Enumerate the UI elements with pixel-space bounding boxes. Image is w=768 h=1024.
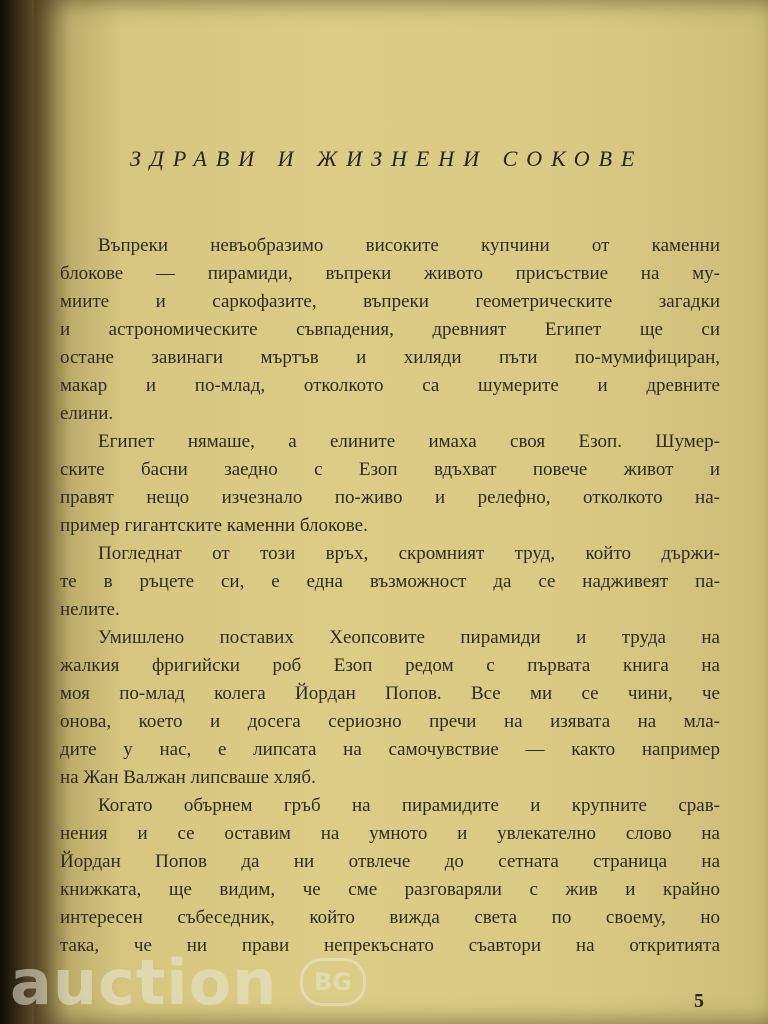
text-line: жалкия фригийски роб Езоп редом с първата книга на <box>60 655 720 676</box>
text-line: онова, което и досега сериозно пречи на изявата на мла- <box>60 711 720 732</box>
body-text <box>60 232 720 960</box>
text-line: макар и по-млад, отколкото са шумерите и древните <box>60 375 720 396</box>
text-line: така, че ни прави непрекъснато съавтори на откритията <box>60 935 720 956</box>
page-number: 5 <box>694 990 704 1012</box>
text-line: нения и се оставим на умното и увлекателно слово на <box>60 823 720 844</box>
text-line: Умишлено поставих Хеопсовите пирамиди и труда на <box>98 627 720 648</box>
text-line: правят нещо изчезнало по-живо и релефно, отколкото на- <box>60 487 720 508</box>
text-line: Погледнат от този връх, скромният труд, който държи- <box>98 543 720 564</box>
text-line: Въпреки невъобразимо високите купчини от каменни <box>98 235 720 256</box>
text-line: Йордан Попов да ни отвлече до сетната страница на <box>60 851 720 872</box>
text-line: моя по-млад колега Йордан Попов. Все ми се чини, че <box>60 683 720 704</box>
text-line: Когато обърнем гръб на пирамидите и крупните срав- <box>98 795 720 816</box>
text-line: книжката, ще видим, че сме разговаряли с жив и крайно <box>60 879 720 900</box>
watermark-logo: auction <box>10 946 278 1019</box>
text-line: и астрономическите съвпадения, древният Египет ще си <box>60 319 720 340</box>
text-line: на Жан Валжан липсваше хляб. <box>60 767 316 788</box>
chapter-title: ЗДРАВИ И ЖИЗНЕНИ СОКОВЕ <box>130 146 644 171</box>
text-line: остане завинаги мъртъв и хиляди пъти по-мумифициран, <box>60 347 720 368</box>
text-line: ските басни заедно с Езоп вдъхват повече живот и <box>60 459 720 480</box>
text-line: интересен събеседник, който вижда света по своему, но <box>60 907 720 928</box>
text-line: дите у нас, е липсата на самочувствие — както например <box>60 739 720 760</box>
text-line: елини. <box>60 403 114 424</box>
text-line: пример гигантските каменни блокове. <box>60 515 368 536</box>
text-line: нелите. <box>60 599 120 620</box>
text-line: миите и саркофазите, въпреки геометрическите загадки <box>60 291 720 312</box>
text-line: те в ръцете си, е една възможност да се надживеят па- <box>60 571 720 592</box>
text-line: Египет нямаше, а елините имаха своя Езоп. Шумер- <box>98 431 720 452</box>
watermark-logo-suffix: BG <box>300 958 366 1006</box>
text-line: блокове — пирамиди, въпреки живото присъствие на му- <box>60 263 720 284</box>
